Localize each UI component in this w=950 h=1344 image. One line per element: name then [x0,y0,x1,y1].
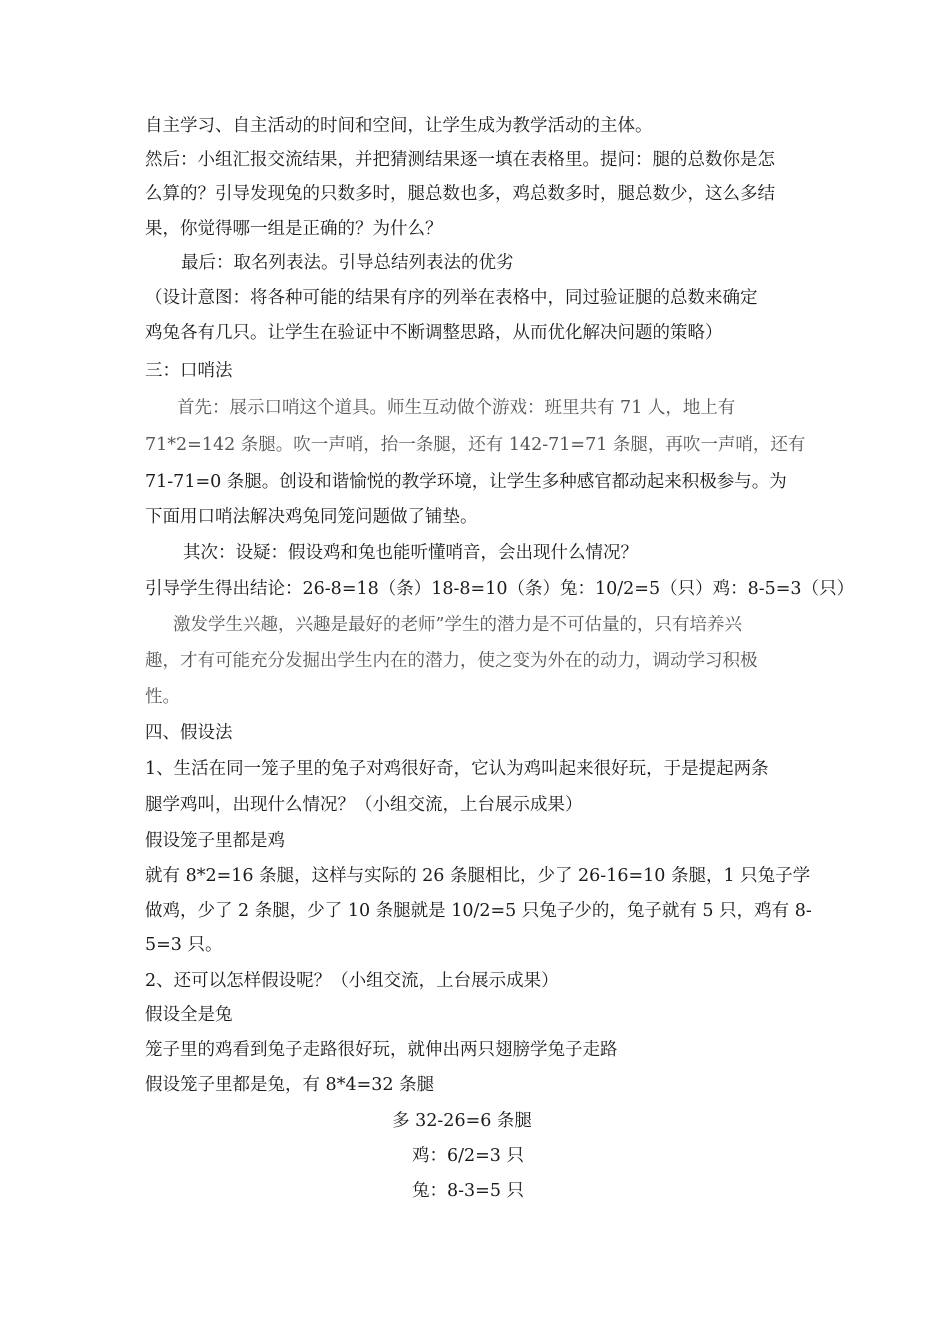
paragraph-line: 腿学鸡叫，出现什么情况？（小组交流，上台展示成果） [145,795,583,815]
paragraph-line: 71-71=0 条腿。创设和谐愉悦的教学环境，让学生多种感官都动起来积极参与。为 [145,472,787,492]
paragraph-line: 其次：设疑：假设鸡和兔也能听懂哨音，会出现什么情况？ [183,543,638,563]
paragraph-line: 就有 8*2=16 条腿，这样与实际的 26 条腿相比，少了 26-16=10 条腿，1 只兔子学 [145,866,811,886]
paragraph-line: 假设笼子里都是鸡 [145,831,285,851]
paragraph-line: 1、生活在同一笼子里的兔子对鸡很好奇，它认为鸡叫起来很好玩，于是提起两条 [145,759,769,779]
paragraph-line: 笼子里的鸡看到兔子走路很好玩，就伸出两只翅膀学兔子走路 [145,1040,618,1060]
centered-line: 兔：8-3=5 只 [411,1181,525,1201]
paragraph-line: 果，你觉得哪一组是正确的？为什么？ [145,219,443,239]
paragraph-line: 三：口哨法 [145,361,233,381]
centered-line: 多 32-26=6 条腿 [392,1111,532,1131]
paragraph-line: 性。 [145,687,180,707]
paragraph-line: （设计意图：将各种可能的结果有序的列举在表格中，同过验证腿的总数来确定 [145,288,758,308]
paragraph-line: 四、假设法 [145,723,233,743]
paragraph-line: 最后：取名列表法。引导总结列表法的优劣 [181,253,514,273]
paragraph-line: 71*2=142 条腿。吹一声哨，抬一条腿，还有 142-71=71 条腿，再吹一声哨，还有 [145,435,806,455]
paragraph-line: 2、还可以怎样假设呢？（小组交流，上台展示成果） [145,971,559,991]
paragraph-line: 下面用口哨法解决鸡兔同笼问题做了铺垫。 [145,507,478,527]
paragraph-line: 么算的？引导发现兔的只数多时，腿总数也多，鸡总数多时，腿总数少，这么多结 [145,184,775,204]
paragraph-line: 趣，才有可能充分发掘出学生内在的潜力，使之变为外在的动力，调动学习积极 [145,651,758,671]
paragraph-line: 假设笼子里都是兔，有 8*4=32 条腿 [145,1075,435,1095]
paragraph-line: 自主学习、自主活动的时间和空间，让学生成为教学活动的主体。 [145,116,653,136]
paragraph-line: 首先：展示口哨这个道具。师生互动做个游戏：班里共有 71 人，地上有 [177,398,736,418]
centered-line: 鸡：6/2=3 只 [411,1146,525,1166]
paragraph-line: 鸡兔各有几只。让学生在验证中不断调整思路，从而优化解决问题的策略） [145,323,723,343]
paragraph-line: 假设全是兔 [145,1005,233,1025]
paragraph-line: 然后：小组汇报交流结果，并把猜测结果逐一填在表格里。提问：腿的总数你是怎 [145,150,775,170]
paragraph-line: 激发学生兴趣，兴趣是最好的老师”学生的潜力是不可估量的，只有培养兴 [173,615,742,635]
paragraph-line: 引导学生得出结论：26-8=18（条）18-8=10（条）兔：10/2=5（只）鸡：8-5=3（只） [145,579,855,599]
paragraph-line: 做鸡，少了 2 条腿，少了 10 条腿就是 10/2=5 只兔子少的，兔子就有 5 只，鸡有 8- [145,901,812,921]
paragraph-line: 5=3 只。 [145,935,223,955]
